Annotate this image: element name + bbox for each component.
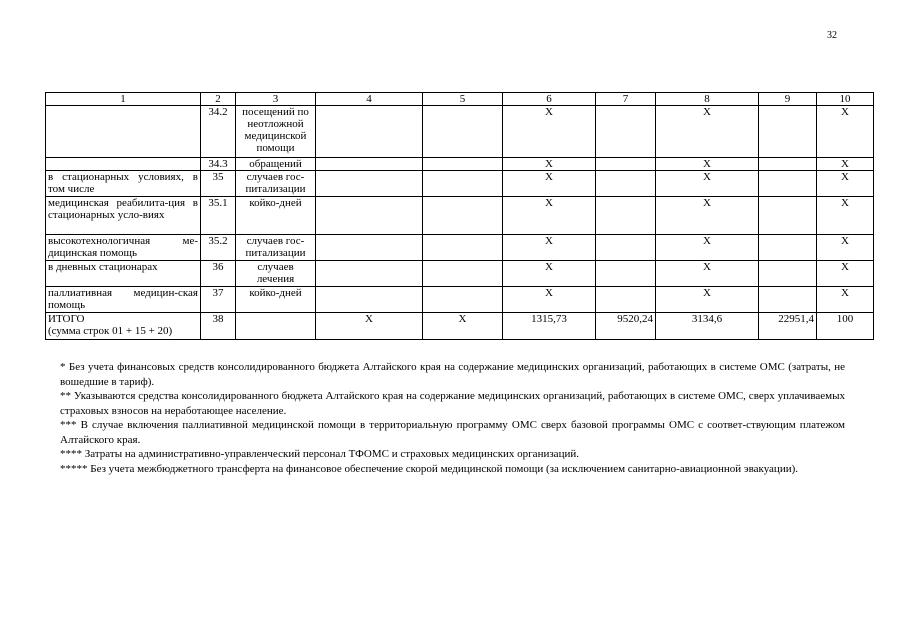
- table-row: [46, 158, 874, 171]
- row-value-cell: [759, 235, 817, 261]
- row-value-cell: Х: [503, 261, 596, 287]
- header-cell: 9: [759, 93, 817, 106]
- footnote: *** В случае включения паллиативной медицинской помощи в территориальную программу ОМС сверх базовой программы ОМС с соответ-ствующим платежом Алтайского края.: [60, 419, 845, 446]
- row-value-cell: Х: [656, 106, 759, 158]
- footnotes: [60, 360, 845, 476]
- row-unit-cell: обращений: [236, 158, 316, 171]
- row-code-cell: 34.3: [201, 158, 236, 171]
- row-value-cell: Х: [503, 158, 596, 171]
- data-table: [45, 92, 874, 340]
- row-unit-cell: [236, 313, 316, 340]
- table-row: [46, 235, 874, 261]
- row-value-cell: [316, 261, 423, 287]
- row-value-cell: [423, 197, 503, 235]
- row-value-cell: [316, 197, 423, 235]
- footnote: **** Затраты на административно-управленческий персонал ТФОМС и страховых медицинских организаций.: [60, 448, 579, 460]
- footnote: ***** Без учета межбюджетного трансферта на финансовое обеспечение скорой медицинской помощи (за исключением санитарно-авиационной эвакуации).: [60, 462, 799, 475]
- row-value-cell: Х: [656, 235, 759, 261]
- row-value-cell: 22951,4: [759, 313, 817, 340]
- header-cell: 6: [503, 93, 596, 106]
- row-code-cell: 34.2: [201, 106, 236, 158]
- row-value-cell: Х: [503, 106, 596, 158]
- table-row: [46, 197, 874, 235]
- row-code-cell: 35.1: [201, 197, 236, 235]
- row-value-cell: Х: [503, 235, 596, 261]
- row-value-cell: [316, 235, 423, 261]
- row-value-cell: Х: [817, 287, 874, 313]
- header-cell: 5: [423, 93, 503, 106]
- header-cell: 4: [316, 93, 423, 106]
- table-row: [46, 171, 874, 197]
- header-cell: 3: [236, 93, 316, 106]
- row-value-cell: 1315,73: [503, 313, 596, 340]
- row-value-cell: [423, 171, 503, 197]
- row-value-cell: [759, 261, 817, 287]
- row-value-cell: [423, 235, 503, 261]
- page-number: 32: [827, 30, 837, 41]
- row-value-cell: Х: [817, 261, 874, 287]
- row-value-cell: Х: [656, 287, 759, 313]
- row-name-cell: в дневных стационарах: [46, 261, 201, 287]
- row-code-cell: 37: [201, 287, 236, 313]
- row-value-cell: [759, 106, 817, 158]
- footnote: ** Указываются средства консолидированного бюджета Алтайского края на содержание медицинских организаций, работающих в системе ОМС, сверх уплачиваемых страховых взносов на неработающее население.: [60, 390, 845, 417]
- row-name-cell: в стационарных условиях, в том числе: [46, 171, 201, 197]
- row-value-cell: 9520,24: [596, 313, 656, 340]
- row-value-cell: [596, 287, 656, 313]
- row-value-cell: [759, 158, 817, 171]
- row-code-cell: 36: [201, 261, 236, 287]
- table-row: [46, 287, 874, 313]
- header-cell: 10: [817, 93, 874, 106]
- row-name-cell: ИТОГО (сумма строк 01 + 15 + 20): [46, 313, 201, 340]
- row-value-cell: Х: [316, 313, 423, 340]
- row-value-cell: [596, 197, 656, 235]
- header-cell: 8: [656, 93, 759, 106]
- row-value-cell: [316, 158, 423, 171]
- row-code-cell: 35: [201, 171, 236, 197]
- row-unit-cell: случаев гос-питализации: [236, 171, 316, 197]
- table-row: [46, 261, 874, 287]
- row-code-cell: 38: [201, 313, 236, 340]
- row-value-cell: 3134,6: [656, 313, 759, 340]
- row-value-cell: [316, 106, 423, 158]
- row-value-cell: [759, 197, 817, 235]
- row-value-cell: Х: [817, 158, 874, 171]
- row-value-cell: [759, 171, 817, 197]
- row-value-cell: Х: [656, 197, 759, 235]
- row-value-cell: [423, 106, 503, 158]
- row-value-cell: Х: [503, 197, 596, 235]
- header-cell: 1: [46, 93, 201, 106]
- row-code-cell: 35.2: [201, 235, 236, 261]
- row-name-cell: высокотехнологичная ме-дицинская помощь: [46, 235, 201, 261]
- row-unit-cell: койко-дней: [236, 287, 316, 313]
- row-value-cell: Х: [503, 287, 596, 313]
- row-value-cell: Х: [817, 197, 874, 235]
- row-name-cell: [46, 158, 201, 171]
- row-value-cell: 100: [817, 313, 874, 340]
- row-unit-cell: койко-дней: [236, 197, 316, 235]
- row-value-cell: [596, 171, 656, 197]
- row-value-cell: [423, 261, 503, 287]
- row-value-cell: Х: [817, 235, 874, 261]
- row-value-cell: [596, 261, 656, 287]
- header-cell: 2: [201, 93, 236, 106]
- row-unit-cell: посещений по неотложной медицинской помощи: [236, 106, 316, 158]
- row-name-cell: паллиативная медицин-ская помощь: [46, 287, 201, 313]
- row-value-cell: [316, 287, 423, 313]
- row-value-cell: Х: [503, 171, 596, 197]
- row-name-cell: [46, 106, 201, 158]
- row-value-cell: [596, 106, 656, 158]
- table-row: [46, 106, 874, 158]
- row-value-cell: [596, 158, 656, 171]
- row-value-cell: [596, 235, 656, 261]
- row-value-cell: Х: [656, 261, 759, 287]
- row-value-cell: Х: [656, 171, 759, 197]
- header-row: [46, 93, 874, 106]
- row-unit-cell: случаев гос-питализации: [236, 235, 316, 261]
- row-value-cell: [316, 171, 423, 197]
- row-value-cell: Х: [817, 106, 874, 158]
- header-cell: 7: [596, 93, 656, 106]
- footnote: * Без учета финансовых средств консолидированного бюджета Алтайского края на содержание медицинских организаций, работающих в системе ОМС (затраты, не вошедшие в тариф).: [60, 361, 845, 388]
- table-row: [46, 313, 874, 340]
- table-body: [46, 93, 874, 340]
- row-value-cell: Х: [656, 158, 759, 171]
- row-value-cell: Х: [423, 313, 503, 340]
- row-value-cell: Х: [817, 171, 874, 197]
- row-value-cell: [423, 287, 503, 313]
- row-value-cell: [759, 287, 817, 313]
- row-unit-cell: случаев лечения: [236, 261, 316, 287]
- row-name-cell: медицинская реабилита-ция в стационарных усло-виях: [46, 197, 201, 235]
- row-value-cell: [423, 158, 503, 171]
